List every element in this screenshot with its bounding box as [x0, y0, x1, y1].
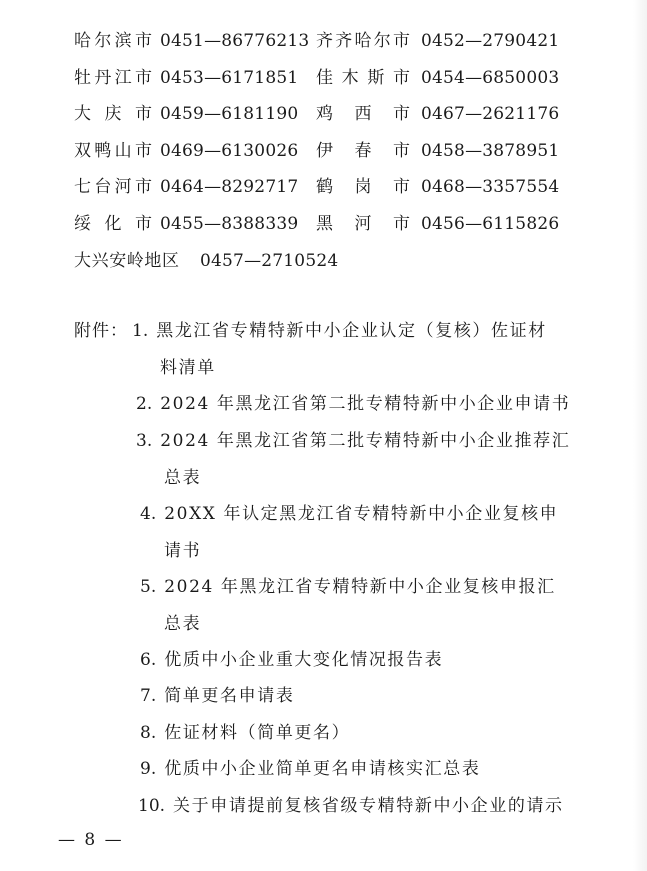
page-number: — 8 —: [58, 830, 124, 850]
attachment-item: 10. 关于申请提前复核省级专精特新中小企业的请示: [138, 796, 564, 816]
phone-number: 0455—8388339: [160, 213, 299, 234]
phone-number: 0469—6130026: [160, 140, 299, 161]
attachment-item-continued: 总表: [164, 468, 202, 488]
phone-number: 0452—2790421: [421, 31, 560, 51]
city-name: 哈 尔 滨 市: [74, 31, 152, 51]
contact-row: [74, 24, 614, 61]
attachment-item: 5. 2024 年黑龙江省专精特新中小企业复核申报汇: [140, 577, 556, 597]
attachment-item: 8. 佐证材料（简单更名）: [140, 723, 351, 743]
attachment-item: 7. 简单更名申请表: [140, 686, 295, 706]
city-name: 齐 齐 哈 尔 市: [316, 31, 410, 51]
city-name: 双 鸭 山 市: [74, 140, 152, 161]
contact-row-region: [74, 244, 614, 281]
scan-edge-shadow: [633, 0, 647, 871]
city-name: 鹤 岗 市: [316, 177, 410, 198]
city-name: 绥 化 市: [74, 213, 152, 234]
attachment-item: 1. 黑龙江省专精特新中小企业认定（复核）佐证材: [132, 321, 547, 341]
phone-number: 0467—2621176: [421, 104, 560, 125]
attachment-item-continued: 料清单: [160, 358, 216, 378]
phone-number: 0454—6850003: [421, 67, 560, 88]
phone-number: 0457—2710524: [200, 250, 339, 271]
region-name: 大兴安岭地区: [74, 250, 180, 271]
phone-number: 0468—3357554: [421, 177, 560, 198]
attachment-item-continued: 总表: [164, 614, 202, 634]
attachment-item: 2. 2024 年黑龙江省第二批专精特新中小企业申请书: [136, 394, 571, 414]
contact-row: [74, 61, 614, 98]
attachment-item: 9. 优质中小企业简单更名申请核实汇总表: [140, 759, 481, 779]
city-name: 七 台 河 市: [74, 177, 152, 198]
city-name: 鸡 西 市: [316, 104, 410, 125]
phone-number: 0464—8292717: [160, 177, 299, 198]
contact-row: [74, 170, 614, 207]
contact-row: [74, 207, 614, 244]
phone-number: 0456—6115826: [421, 213, 560, 234]
city-name: 伊 春 市: [316, 140, 410, 161]
city-name: 佳 木 斯 市: [316, 67, 410, 88]
phone-number: 0458—3878951: [421, 140, 560, 161]
city-name: 大 庆 市: [74, 104, 152, 125]
city-name: 牡 丹 江 市: [74, 67, 152, 88]
attachment-label: 附件：: [74, 321, 128, 341]
phone-number: 0451—86776213: [160, 31, 310, 51]
attachment-item: 6. 优质中小企业重大变化情况报告表: [140, 650, 444, 670]
phone-number: 0459—6181190: [160, 104, 299, 125]
contact-list: [74, 24, 614, 280]
attachment-item: 3. 2024 年黑龙江省第二批专精特新中小企业推荐汇: [136, 431, 571, 451]
attachment-item-continued: 请书: [164, 541, 202, 561]
city-name: 黑 河 市: [316, 213, 410, 234]
phone-number: 0453—6171851: [160, 67, 299, 88]
attachment-item: 4. 20XX 年认定黑龙江省专精特新中小企业复核申: [140, 504, 559, 524]
contact-row: [74, 97, 614, 134]
contact-row: [74, 134, 614, 171]
